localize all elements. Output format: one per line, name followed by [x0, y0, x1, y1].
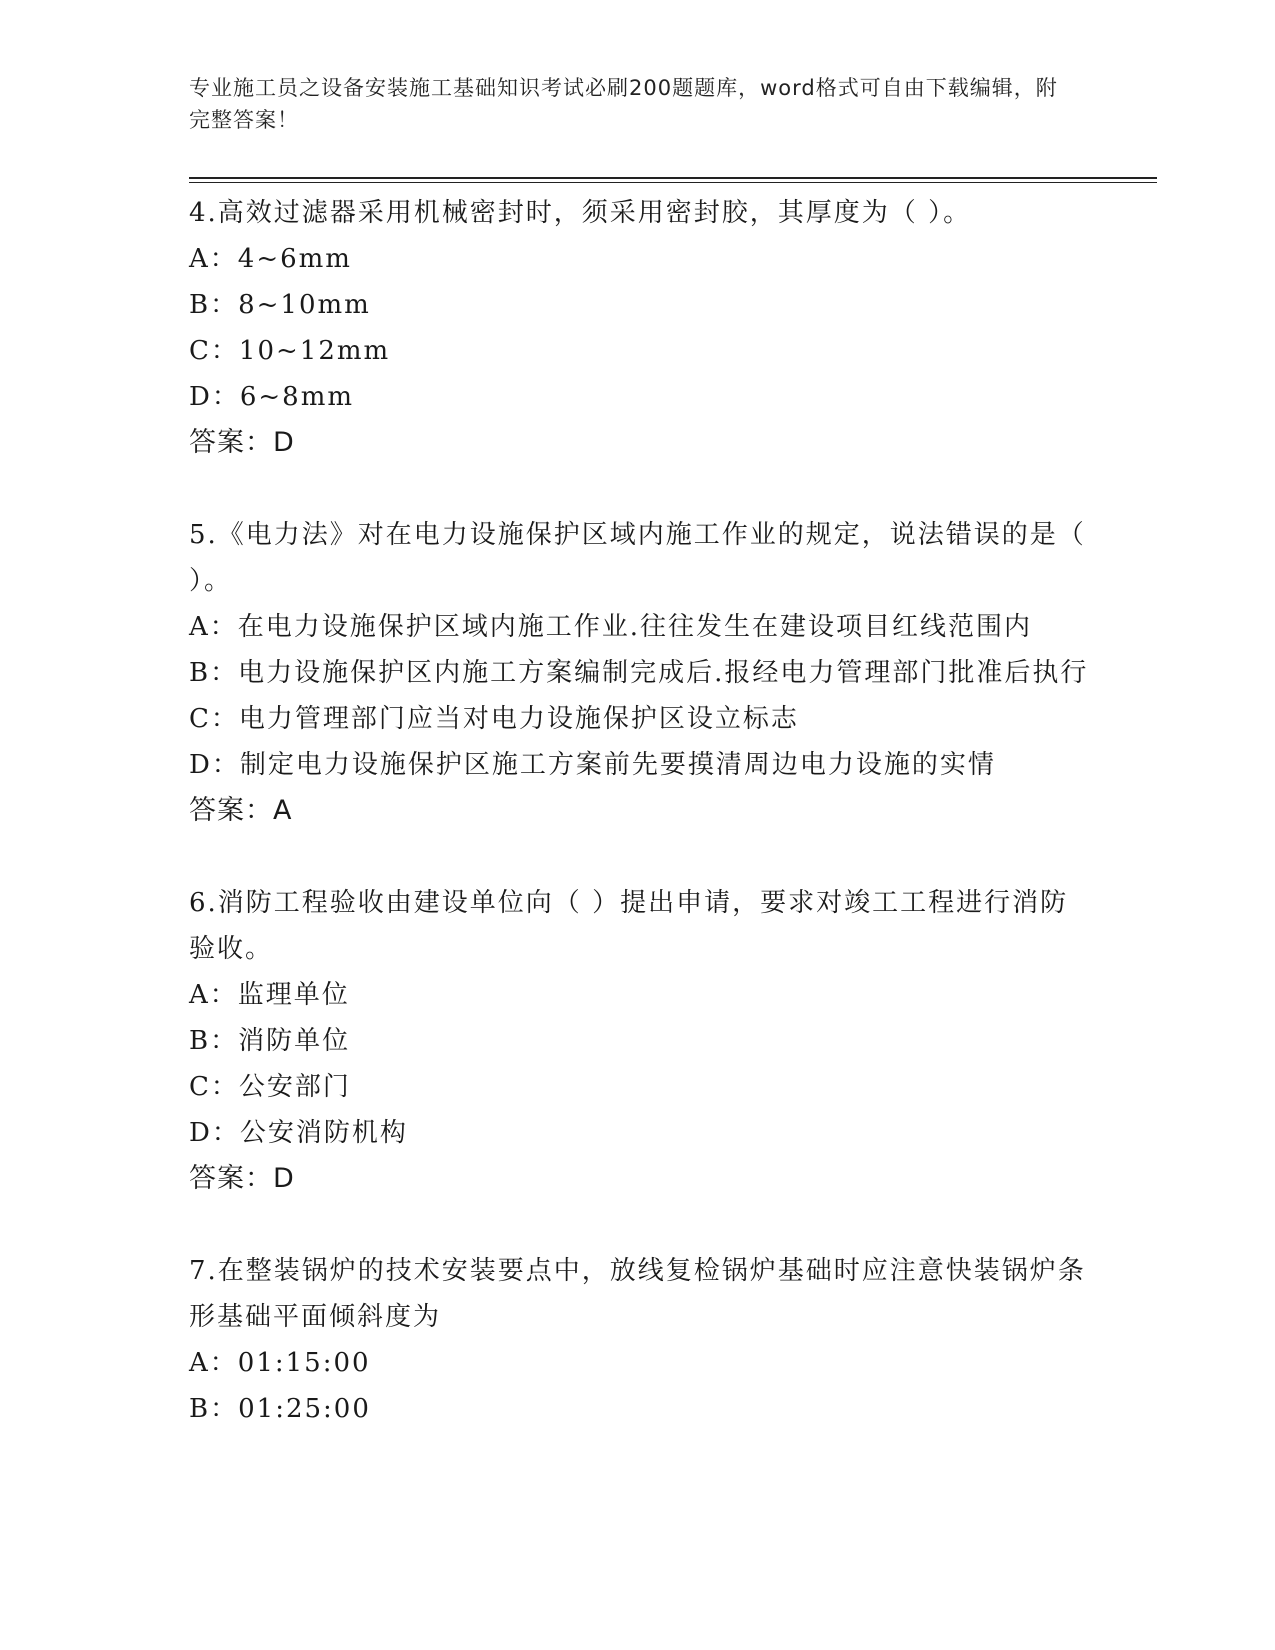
option-text: 制定电力设施保护区施工方案前先要摸清周边电力设施的实情: [239, 750, 996, 780]
option-key: B：: [189, 1026, 239, 1056]
option-text: 01:15:00: [237, 1348, 371, 1378]
option-key: A：: [189, 244, 238, 274]
header-divider-thin: [189, 182, 1157, 183]
option-key: B：: [189, 1394, 239, 1424]
option-text: 监理单位: [237, 980, 350, 1010]
option-text: 在电力设施保护区域内施工作业.往往发生在建设项目红线范围内: [237, 612, 1033, 642]
option-key: B：: [189, 658, 239, 688]
answer-line: 答案：D: [189, 427, 295, 458]
option-d: [189, 1110, 1089, 1156]
question-7: [189, 1248, 1089, 1432]
option-text: 4~6mm: [237, 244, 352, 274]
option-b: [189, 650, 1089, 696]
option-key: D：: [189, 1118, 240, 1148]
option-text: 01:25:00: [238, 1394, 371, 1424]
option-d: [189, 374, 1089, 420]
option-a: [189, 972, 1089, 1018]
option-text: 10~12mm: [238, 336, 391, 366]
option-c: [189, 328, 1089, 374]
option-d: [189, 742, 1089, 788]
question-6: [189, 880, 1089, 1202]
option-a: [189, 236, 1089, 282]
option-a: [189, 1340, 1089, 1386]
document-header: 专业施工员之设备安装施工基础知识考试必刷200题题库，word格式可自由下载编辑，附完整答案！: [189, 76, 1058, 132]
option-text: 消防单位: [238, 1026, 351, 1056]
option-text: 6~8mm: [239, 382, 355, 412]
question-4: [189, 190, 1089, 466]
option-b: [189, 282, 1089, 328]
option-key: C：: [189, 1072, 239, 1102]
option-key: B：: [189, 290, 239, 320]
option-key: A：: [189, 980, 238, 1010]
option-a: [189, 604, 1089, 650]
question-list: [189, 190, 1089, 1478]
option-key: C：: [189, 704, 239, 734]
option-b: [189, 1386, 1089, 1432]
question-stem: 6.消防工程验收由建设单位向（ ）提出申请，要求对竣工工程进行消防验收。: [189, 888, 1069, 964]
option-c: [189, 696, 1089, 742]
option-text: 8~10mm: [238, 290, 371, 320]
option-text: 电力设施保护区内施工方案编制完成后.报经电力管理部门批准后执行: [238, 658, 1089, 688]
header-divider-thick: [189, 177, 1157, 179]
option-key: D：: [189, 382, 240, 412]
option-key: D：: [189, 750, 240, 780]
option-c: [189, 1064, 1089, 1110]
question-stem: 7.在整装锅炉的技术安装要点中，放线复检锅炉基础时应注意快装锅炉条形基础平面倾斜度为: [189, 1256, 1086, 1332]
question-stem: 4.高效过滤器采用机械密封时，须采用密封胶，其厚度为（ ）。: [189, 198, 972, 228]
option-b: [189, 1018, 1089, 1064]
answer-line: 答案：A: [189, 795, 293, 826]
option-key: A：: [189, 1348, 238, 1378]
option-key: A：: [189, 612, 238, 642]
option-text: 公安部门: [238, 1072, 351, 1102]
question-stem: 5.《电力法》对在电力设施保护区域内施工作业的规定，说法错误的是（ ）。: [189, 520, 1086, 596]
option-text: 公安消防机构: [239, 1118, 408, 1148]
question-5: [189, 512, 1089, 834]
option-text: 电力管理部门应当对电力设施保护区设立标志: [238, 704, 799, 734]
option-key: C：: [189, 336, 239, 366]
answer-line: 答案：D: [189, 1163, 295, 1194]
